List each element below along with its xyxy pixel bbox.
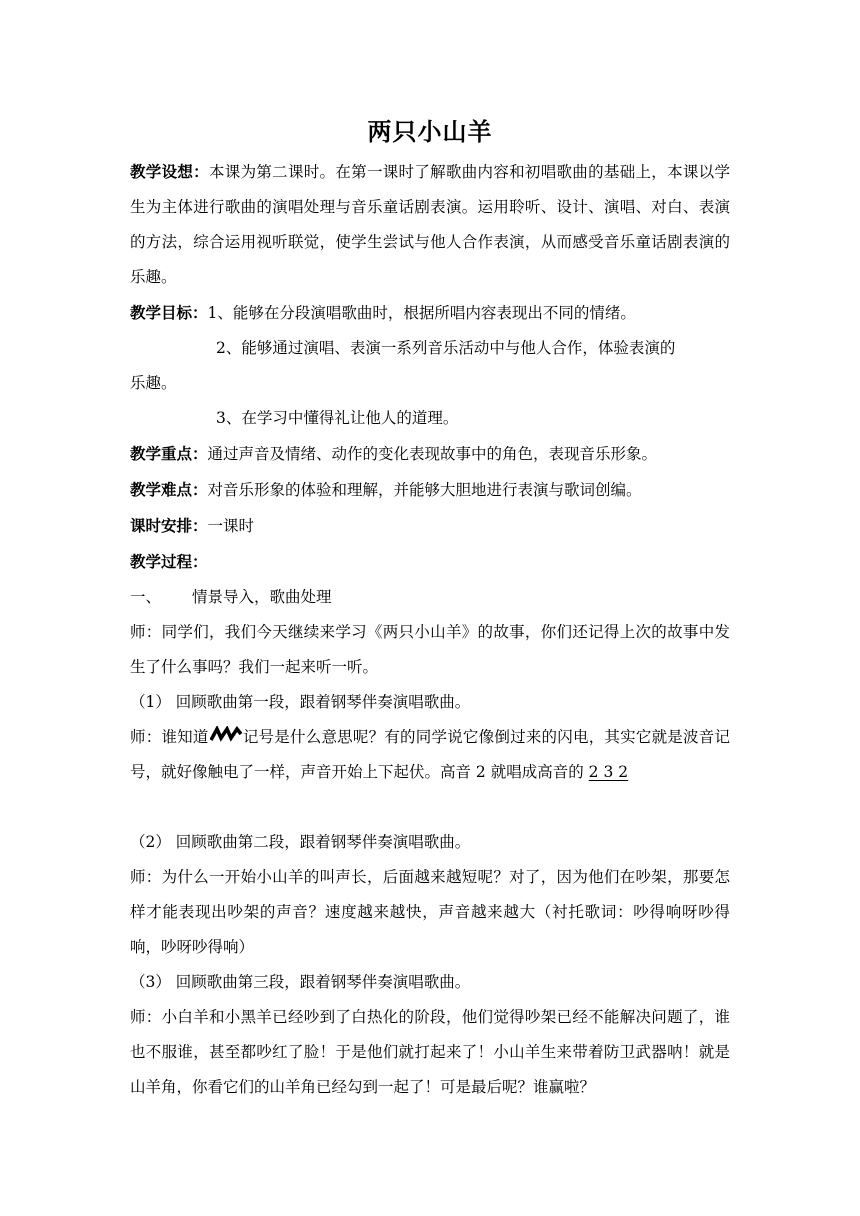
wave-text-before: 师：谁知道 [130, 728, 209, 746]
key-label: 教学重点： [130, 444, 208, 463]
wave-text-after: 记号是什么意思呢？有的同学说它像倒过来的闪电，其实它就是波音记号，就好像触电了一样，声音开始上下起伏。高音 2 就唱成高音的 [130, 728, 730, 781]
page-title: 两只小山羊 [367, 117, 493, 146]
step-3: （3） 回顾歌曲第三段，跟着钢琴伴奏演唱歌曲。 [130, 973, 471, 991]
step-1: （1） 回顾歌曲第一段，跟着钢琴伴奏演唱歌曲。 [130, 693, 471, 711]
goal-1-text: 1、能够在分段演唱歌曲时，根据所唱内容表现出不同的情绪。 [207, 304, 636, 322]
difficulty-label: 教学难点： [130, 480, 208, 499]
goal-3: 3、在学习中懂得礼让他人的道理。 [216, 409, 459, 427]
key-text: 通过声音及情绪、动作的变化表现故事中的角色，表现音乐形象。 [207, 445, 658, 463]
process-heading [130, 544, 730, 580]
section-1-number: 一、 [130, 588, 162, 606]
design-text: 本课为第二课时。在第一课时了解歌曲内容和初唱歌曲的基础上，本课以学生为主体进行歌曲的演唱处理与音乐童话剧表演。运用聆听、设计、演唱、对白、表演的方法，综合运用视听联觉，使学生尝试与他人合作表演，从而感受音乐童话剧表演的乐趣。 [130, 163, 730, 286]
intro-paragraph: 师：同学们，我们今天继续来学习《两只小山羊》的故事，你们还记得上次的故事中发生了什么事吗？我们一起来听一听。 [130, 623, 730, 676]
design-paragraph [130, 154, 730, 295]
para-3: 师：小白羊和小黑羊已经吵到了白热化的阶段，他们觉得吵架已经不能解决问题了，谁也不服谁，甚至都吵红了脸！于是他们就打起来了！小山羊生来带着防卫武器呐！就是山羊角，你看它们的山羊角已经勾到一起了！可是最后呢？谁赢啦？ [130, 1008, 730, 1096]
goal-2: 2、能够通过演唱、表演一系列音乐活动中与他人合作，体验表演的 [216, 339, 676, 357]
para-2: 师：为什么一开始小山羊的叫声长，后面越来越短呢？对了，因为他们在吵架，那要怎样才能表现出吵架的声音？速度越来越快，声音越来越大（衬托歌词：吵得响呀吵得响，吵呀吵得响） [130, 868, 730, 956]
goal-1 [130, 295, 730, 331]
goal-2-continued: 乐趣。 [130, 374, 177, 392]
section-1-heading [130, 580, 730, 615]
difficulty-points [130, 472, 730, 508]
process-label: 教学过程： [130, 552, 208, 571]
design-label: 教学设想： [130, 162, 209, 181]
key-points [130, 436, 730, 472]
mordent-symbol-icon [210, 726, 242, 744]
schedule [130, 508, 730, 544]
notes-232: 2 3 2 [588, 763, 629, 781]
goals-label: 教学目标： [130, 303, 208, 322]
blank-line [130, 790, 730, 825]
schedule-label: 课时安排： [130, 516, 208, 535]
section-1-text: 情景导入，歌曲处理 [192, 588, 332, 606]
schedule-text: 一课时 [207, 517, 255, 535]
step-2: （2） 回顾歌曲第二段，跟着钢琴伴奏演唱歌曲。 [130, 833, 471, 851]
document-body [130, 154, 730, 1105]
wave-paragraph [130, 720, 730, 790]
difficulty-text: 对音乐形象的体验和理解，并能够大胆地进行表演与歌词创编。 [207, 481, 642, 499]
